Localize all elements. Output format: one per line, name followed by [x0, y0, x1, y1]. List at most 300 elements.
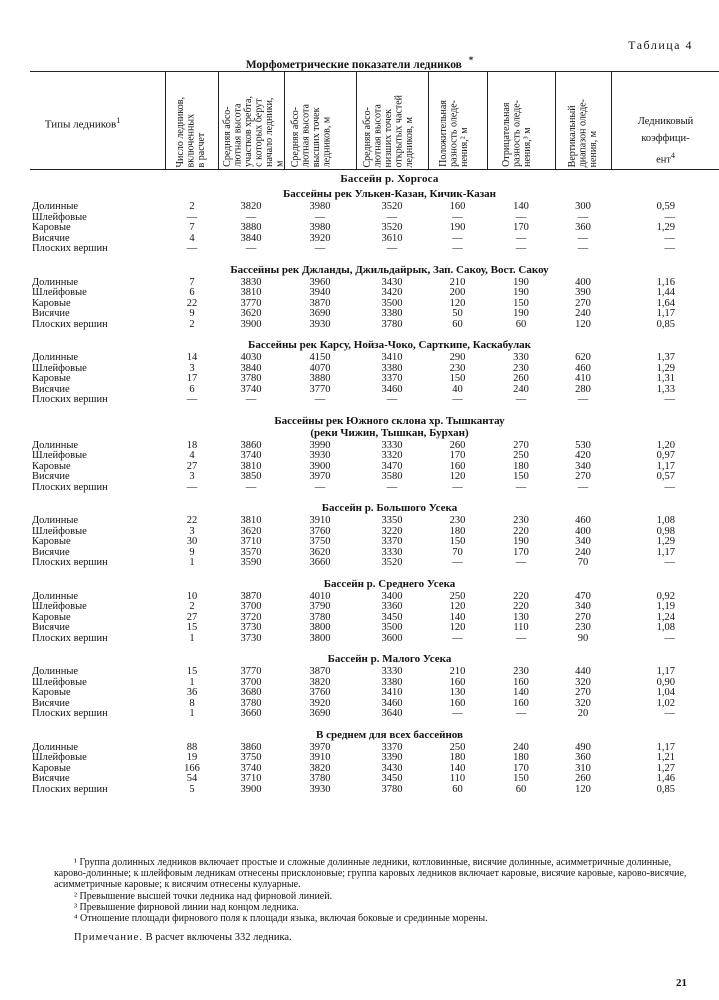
table-row	[0, 244, 719, 255]
cell-pos-diff: 160	[449, 697, 466, 709]
cell-count: 4	[189, 450, 195, 461]
cell-pos-diff: —	[452, 557, 463, 568]
cell-neg-diff: 150	[513, 297, 529, 309]
cell-avg-low: 3330	[381, 546, 403, 558]
cell-pos-diff: 210	[449, 276, 466, 288]
header-coef	[612, 96, 719, 169]
cell-avg-high: 3620	[309, 546, 331, 558]
row-type: Долинные	[32, 741, 79, 753]
cell-neg-diff: 170	[513, 546, 529, 558]
cell-neg-diff: 220	[513, 601, 529, 612]
cell-count: 2	[189, 601, 195, 612]
table-row	[0, 634, 719, 645]
table-row	[0, 537, 719, 548]
cell-count: 88	[186, 741, 198, 753]
table-row	[0, 516, 719, 527]
row-type: Висячие	[32, 308, 70, 319]
cell-count: 3	[189, 525, 195, 537]
cell-pos-diff: 120	[449, 601, 466, 612]
cell-count: 22	[186, 297, 198, 309]
cell-avg-ridge: 3850	[240, 471, 262, 482]
cell-avg-low: 3500	[381, 297, 403, 309]
cell-neg-diff: 170	[513, 762, 529, 774]
header-avg-low-cell	[357, 74, 428, 167]
cell-avg-low: 3360	[381, 601, 403, 612]
cell-avg-low: 3380	[381, 362, 403, 374]
cell-coef: 1,29	[656, 536, 675, 547]
cell-count: 166	[184, 762, 200, 774]
cell-vert-range: 340	[575, 536, 591, 547]
cell-vert-range: 120	[575, 783, 591, 795]
cell-avg-ridge: 3700	[240, 601, 262, 612]
cell-coef: 1,17	[656, 308, 675, 319]
table-row	[0, 374, 719, 385]
section-title: Бассейн р. Хоргоса	[340, 173, 439, 185]
cell-coef: 1,33	[656, 383, 675, 395]
cell-avg-high: 3940	[309, 287, 331, 298]
cell-avg-low: —	[386, 394, 398, 405]
table-row	[0, 353, 719, 364]
cell-vert-range: 230	[575, 622, 591, 633]
row-type: Каровые	[32, 687, 71, 698]
cell-avg-high: 3660	[309, 557, 331, 568]
footnote: ¹ Группа долинных ледников включает простые и сложные долинные ледники, котловинные, висячие долинные, асимметричные долинные, карово-долинные; к шлейфовым ледникам отнесены присклоновые; группа каровых ледников включает каровые, висячие каровые, карово-висячие, асимметричные каровые; к висячим отнесены кулуарные.	[54, 857, 687, 891]
cell-neg-diff: —	[515, 632, 527, 644]
cell-count: 7	[189, 276, 195, 288]
cell-avg-ridge: 3620	[240, 525, 262, 537]
row-type: Висячие	[32, 773, 70, 784]
row-type: Шлейфовые	[32, 525, 87, 537]
cell-neg-diff: —	[515, 481, 527, 493]
cell-pos-diff: 140	[449, 611, 466, 623]
cell-coef: —	[664, 243, 675, 254]
cell-avg-low: 3780	[381, 318, 403, 330]
cell-avg-ridge: —	[245, 211, 257, 223]
table-row	[0, 623, 719, 634]
cell-coef: 1,19	[656, 601, 675, 612]
cell-pos-diff: 110	[449, 773, 466, 784]
cell-avg-high: 4070	[309, 362, 331, 374]
cell-coef: —	[664, 481, 675, 493]
cell-avg-ridge: 3840	[240, 232, 262, 244]
row-type: Висячие	[32, 383, 70, 395]
cell-count: 27	[186, 611, 198, 623]
section-subtitle: Бассейны рек Джланды, Джильдайрык, Зап. Сакоу, Вост. Сакоу	[230, 263, 549, 276]
cell-pos-diff: 150	[449, 536, 466, 547]
cell-avg-ridge: 3840	[240, 362, 262, 374]
cell-avg-ridge: 4030	[240, 352, 262, 363]
cell-coef: 0,85	[656, 783, 675, 795]
cell-neg-diff: —	[515, 708, 527, 719]
cell-vert-range: 620	[575, 352, 591, 363]
cell-avg-ridge: 3770	[240, 666, 262, 677]
cell-pos-diff: 160	[449, 201, 466, 212]
cell-vert-range: —	[577, 211, 589, 223]
cell-neg-diff: 190	[513, 287, 529, 298]
row-type: Каровые	[32, 762, 71, 774]
row-type: Шлейфовые	[32, 362, 87, 374]
cell-neg-diff: —	[515, 394, 527, 405]
cell-neg-diff: 160	[513, 697, 529, 709]
row-type: Висячие	[32, 546, 70, 558]
cell-avg-ridge: 3740	[240, 450, 262, 461]
cell-coef: 1,08	[656, 515, 675, 526]
cell-avg-low: 3370	[381, 373, 403, 384]
cell-vert-range: 440	[575, 666, 591, 677]
cell-avg-ridge: 3870	[240, 590, 262, 602]
table-row	[0, 278, 719, 289]
cell-pos-diff: 190	[449, 222, 466, 233]
cell-neg-diff: 150	[513, 773, 529, 784]
cell-avg-high: 3930	[309, 783, 331, 795]
cell-avg-ridge: 3710	[240, 536, 262, 547]
cell-avg-high: 3690	[309, 708, 331, 719]
table-row	[0, 364, 719, 375]
cell-neg-diff: 60	[515, 783, 527, 795]
cell-neg-diff: 150	[513, 471, 529, 482]
table-row	[0, 202, 719, 213]
cell-coef: 0,59	[656, 201, 675, 212]
cell-neg-diff: 230	[513, 362, 529, 374]
cell-pos-diff: 150	[449, 373, 466, 384]
cell-avg-high: 3980	[309, 222, 331, 233]
cell-neg-diff: 190	[513, 276, 529, 288]
cell-neg-diff: 130	[513, 611, 529, 623]
cell-vert-range: 410	[575, 373, 591, 384]
cell-avg-low: 3780	[381, 783, 403, 795]
cell-pos-diff: 210	[449, 666, 466, 677]
cell-avg-ridge: 3900	[240, 318, 262, 330]
cell-vert-range: 400	[575, 525, 591, 537]
cell-pos-diff: 170	[449, 450, 466, 461]
table-title-text: Морфометрические показатели ледников	[245, 58, 462, 71]
cell-avg-high: 3880	[309, 373, 331, 384]
row-type: Долинные	[32, 352, 79, 363]
cell-coef: —	[664, 557, 675, 568]
row-type: Плоских вершин	[32, 481, 108, 493]
cell-avg-low: 3520	[381, 201, 403, 212]
cell-avg-low: 3380	[381, 308, 403, 319]
cell-neg-diff: —	[515, 211, 527, 223]
section-subtitle: Бассейн р. Малого Усека	[327, 653, 452, 665]
header-avg-high: Средняя абсо- лютная высота высших точек ледников, м	[290, 103, 333, 167]
cell-avg-low: 3370	[381, 741, 403, 753]
section-rows	[0, 353, 719, 406]
table-row	[0, 462, 719, 473]
note-label: Примечание.	[74, 932, 143, 943]
cell-avg-high: 3930	[309, 450, 331, 461]
header-coef-sup: 4	[670, 151, 675, 160]
cell-avg-ridge: 3570	[240, 546, 262, 558]
cell-coef: —	[664, 708, 675, 719]
cell-pos-diff: 130	[449, 687, 466, 698]
cell-avg-low: 3380	[381, 676, 403, 688]
header-neg-diff-cell	[488, 74, 555, 167]
table-row	[0, 613, 719, 624]
cell-neg-diff: —	[515, 243, 527, 254]
page-number: 21	[676, 977, 687, 989]
cell-neg-diff: 170	[513, 222, 529, 233]
cell-pos-diff: 120	[449, 297, 466, 309]
cell-coef: 1,29	[656, 222, 675, 233]
header-pos-diff-cell	[429, 74, 487, 167]
cell-avg-high: 3770	[309, 383, 331, 395]
cell-vert-range: 270	[575, 297, 591, 309]
cell-pos-diff: —	[452, 232, 463, 244]
section-rows	[0, 592, 719, 645]
table-row	[0, 753, 719, 764]
cell-vert-range: 240	[575, 546, 591, 558]
cell-avg-low: —	[386, 211, 398, 223]
cell-pos-diff: 120	[449, 471, 466, 482]
cell-coef: 1,20	[656, 439, 675, 451]
cell-avg-ridge: 3730	[240, 632, 262, 644]
row-type: Плоских вершин	[32, 394, 108, 405]
footnote: ³ Превышение фирновой линии над концом ледника.	[74, 901, 299, 913]
cell-neg-diff: 190	[513, 308, 529, 319]
cell-avg-high: 3910	[309, 515, 331, 526]
cell-avg-ridge: —	[245, 394, 257, 405]
cell-avg-ridge: 3780	[240, 697, 262, 709]
header-pos-diff: Положительная разность оледе- нения,² м	[438, 100, 470, 167]
table-row	[0, 395, 719, 406]
cell-avg-ridge: 3620	[240, 308, 262, 319]
cell-neg-diff: 330	[513, 352, 529, 363]
table-row	[0, 451, 719, 462]
cell-coef: 1,17	[656, 741, 675, 753]
cell-avg-high: 3990	[309, 439, 331, 451]
cell-pos-diff: 60	[452, 783, 463, 795]
cell-avg-ridge: 3660	[240, 708, 262, 719]
cell-count: 2	[189, 318, 195, 330]
cell-pos-diff: —	[452, 481, 463, 493]
cell-avg-low: 3640	[381, 708, 403, 719]
cell-neg-diff: 60	[515, 318, 527, 330]
cell-avg-high: 3780	[309, 611, 331, 623]
cell-vert-range: 470	[575, 590, 591, 602]
row-type: Плоских вершин	[32, 557, 108, 568]
cell-pos-diff: 160	[449, 676, 466, 688]
section-subtitle: В среднем для всех бассейнов	[316, 728, 463, 741]
cell-vert-range: 340	[575, 601, 591, 612]
section-rows	[0, 743, 719, 796]
cell-vert-range: 240	[575, 308, 591, 319]
cell-count: 14	[186, 352, 198, 363]
cell-pos-diff: 70	[452, 546, 463, 558]
cell-vert-range: 420	[575, 450, 591, 461]
row-type: Каровые	[32, 222, 71, 233]
header-type-text: Типы ледников	[44, 118, 117, 131]
cell-avg-low: 3400	[381, 590, 403, 602]
cell-vert-range: 280	[575, 383, 591, 395]
header-avg-ridge-cell	[219, 74, 284, 167]
section-rows	[0, 202, 719, 255]
cell-count: —	[186, 481, 198, 493]
cell-coef: 1,21	[656, 752, 675, 763]
cell-avg-high: 3820	[309, 676, 331, 688]
cell-coef: 1,17	[656, 666, 675, 677]
header-type-sup: 1	[116, 116, 121, 125]
table-row	[0, 743, 719, 754]
header-bottom-rule	[30, 169, 719, 170]
cell-avg-ridge: 3900	[240, 783, 262, 795]
cell-vert-range: 530	[575, 439, 591, 451]
cell-coef: 0,97	[656, 450, 675, 461]
table-row	[0, 223, 719, 234]
cell-neg-diff: 220	[513, 525, 529, 537]
cell-vert-range: 70	[577, 557, 589, 568]
header-coef-text: Ледниковый коэффици- ент	[637, 116, 694, 166]
table-row	[0, 527, 719, 538]
cell-neg-diff: 180	[513, 752, 529, 763]
cell-avg-ridge: 3810	[240, 515, 262, 526]
header-vert-range-cell	[556, 74, 611, 167]
cell-avg-ridge: 3860	[240, 741, 262, 753]
cell-avg-high: —	[314, 394, 326, 405]
section-rows	[0, 516, 719, 569]
table-row	[0, 602, 719, 613]
cell-avg-ridge: 3770	[240, 297, 262, 309]
cell-coef: 1,27	[656, 762, 675, 774]
table-row	[0, 309, 719, 320]
cell-avg-high: 3970	[309, 741, 331, 753]
cell-avg-ridge: 3710	[240, 773, 262, 784]
cell-pos-diff: 60	[452, 318, 463, 330]
table-row	[0, 785, 719, 796]
cell-pos-diff: 260	[449, 439, 466, 451]
cell-coef: —	[664, 632, 675, 644]
cell-avg-high: 3870	[309, 297, 331, 309]
cell-neg-diff: 230	[513, 515, 529, 526]
cell-coef: —	[664, 211, 675, 223]
row-type: Долинные	[32, 590, 79, 602]
cell-count: 17	[186, 373, 198, 384]
cell-avg-ridge: 3740	[240, 383, 262, 395]
cell-pos-diff: —	[452, 394, 463, 405]
cell-avg-low: 3450	[381, 611, 403, 623]
row-type: Висячие	[32, 622, 70, 633]
cell-vert-range: 390	[575, 287, 591, 298]
cell-avg-low: 3370	[381, 536, 403, 547]
cell-coef: —	[664, 394, 675, 405]
cell-count: 30	[186, 536, 198, 547]
table-row	[0, 299, 719, 310]
cell-avg-ridge: 3820	[240, 201, 262, 212]
cell-pos-diff: 140	[449, 762, 466, 774]
cell-avg-low: —	[386, 481, 398, 493]
cell-coef: 1,17	[656, 546, 675, 558]
cell-coef: 1,37	[656, 352, 675, 363]
cell-avg-high: 4010	[309, 590, 331, 602]
cell-avg-low: 3520	[381, 222, 403, 233]
cell-count: 1	[189, 676, 195, 688]
cell-vert-range: 20	[577, 708, 589, 719]
cell-avg-low: 3600	[381, 632, 403, 644]
table-row	[0, 288, 719, 299]
footnotes	[54, 857, 694, 924]
cell-neg-diff: 240	[513, 741, 529, 753]
row-type: Долинные	[32, 276, 79, 288]
cell-pos-diff: 180	[449, 752, 466, 763]
cell-count: 15	[186, 622, 198, 633]
cell-avg-high: 3820	[309, 762, 331, 774]
section-rows	[0, 278, 719, 331]
cell-neg-diff: 140	[513, 201, 529, 212]
cell-coef: 0,92	[656, 590, 675, 602]
header-avg-ridge: Средняя абсо- лютная высота участков хребта, с которых берут начало ледники, м	[222, 96, 286, 167]
row-type: Шлейфовые	[32, 676, 87, 688]
section-rows	[0, 441, 719, 494]
row-type: Шлейфовые	[32, 450, 87, 461]
cell-avg-ridge: 3740	[240, 762, 262, 774]
table-label: Таблица 4	[628, 38, 693, 52]
cell-pos-diff: 120	[449, 622, 466, 633]
cell-avg-ridge: 3700	[240, 676, 262, 688]
cell-avg-low: 3430	[381, 762, 403, 774]
cell-neg-diff: 270	[513, 439, 529, 451]
cell-coef: 1,24	[656, 611, 675, 623]
cell-avg-high: 3800	[309, 622, 331, 633]
cell-vert-range: 270	[575, 687, 591, 698]
cell-count: 3	[189, 362, 195, 374]
note	[74, 932, 292, 943]
cell-avg-ridge: —	[245, 481, 257, 493]
table-row	[0, 213, 719, 224]
cell-avg-low: 3500	[381, 622, 403, 633]
cell-avg-ridge: 3830	[240, 276, 262, 288]
cell-neg-diff: 180	[513, 460, 529, 472]
cell-avg-low: 3450	[381, 773, 403, 784]
cell-avg-high: —	[314, 211, 326, 223]
cell-vert-range: 460	[575, 515, 591, 526]
cell-pos-diff: —	[452, 632, 463, 644]
table-row	[0, 592, 719, 603]
row-type: Плоских вершин	[32, 318, 108, 330]
row-type: Шлейфовые	[32, 287, 87, 298]
cell-count: 5	[189, 783, 195, 795]
row-type: Висячие	[32, 232, 70, 244]
row-type: Плоских вершин	[32, 632, 108, 644]
cell-vert-range: 270	[575, 611, 591, 623]
cell-avg-low: 3460	[381, 697, 403, 709]
cell-avg-low: 3470	[381, 460, 403, 472]
cell-avg-high: 3760	[309, 525, 331, 537]
cell-avg-high: 3930	[309, 318, 331, 330]
cell-vert-range: 360	[575, 752, 591, 763]
cell-avg-ridge: 3810	[240, 460, 262, 472]
cell-avg-ridge: 3680	[240, 687, 262, 698]
row-type: Шлейфовые	[32, 601, 87, 612]
cell-count: 1	[189, 557, 195, 568]
row-type: Висячие	[32, 697, 70, 709]
cell-avg-high: 3800	[309, 632, 331, 644]
cell-avg-high: —	[314, 481, 326, 493]
cell-coef: 1,16	[656, 276, 675, 288]
cell-vert-range: 90	[577, 632, 589, 644]
section-subtitle: Бассейны рек Улькен-Казан, Кичик-Казан	[283, 188, 496, 200]
cell-coef: 1,64	[656, 297, 675, 309]
header-count: Число ледников, включенных в расчет	[175, 96, 207, 167]
header-type	[0, 116, 165, 131]
cell-avg-high: 3980	[309, 201, 331, 212]
cell-coef: 0,57	[656, 471, 675, 482]
table-row	[0, 709, 719, 720]
cell-avg-high: 3960	[309, 276, 331, 288]
row-type: Плоских вершин	[32, 708, 108, 719]
row-type: Шлейфовые	[32, 211, 87, 223]
cell-coef: 1,31	[656, 373, 675, 384]
cell-avg-ridge: —	[245, 243, 257, 254]
